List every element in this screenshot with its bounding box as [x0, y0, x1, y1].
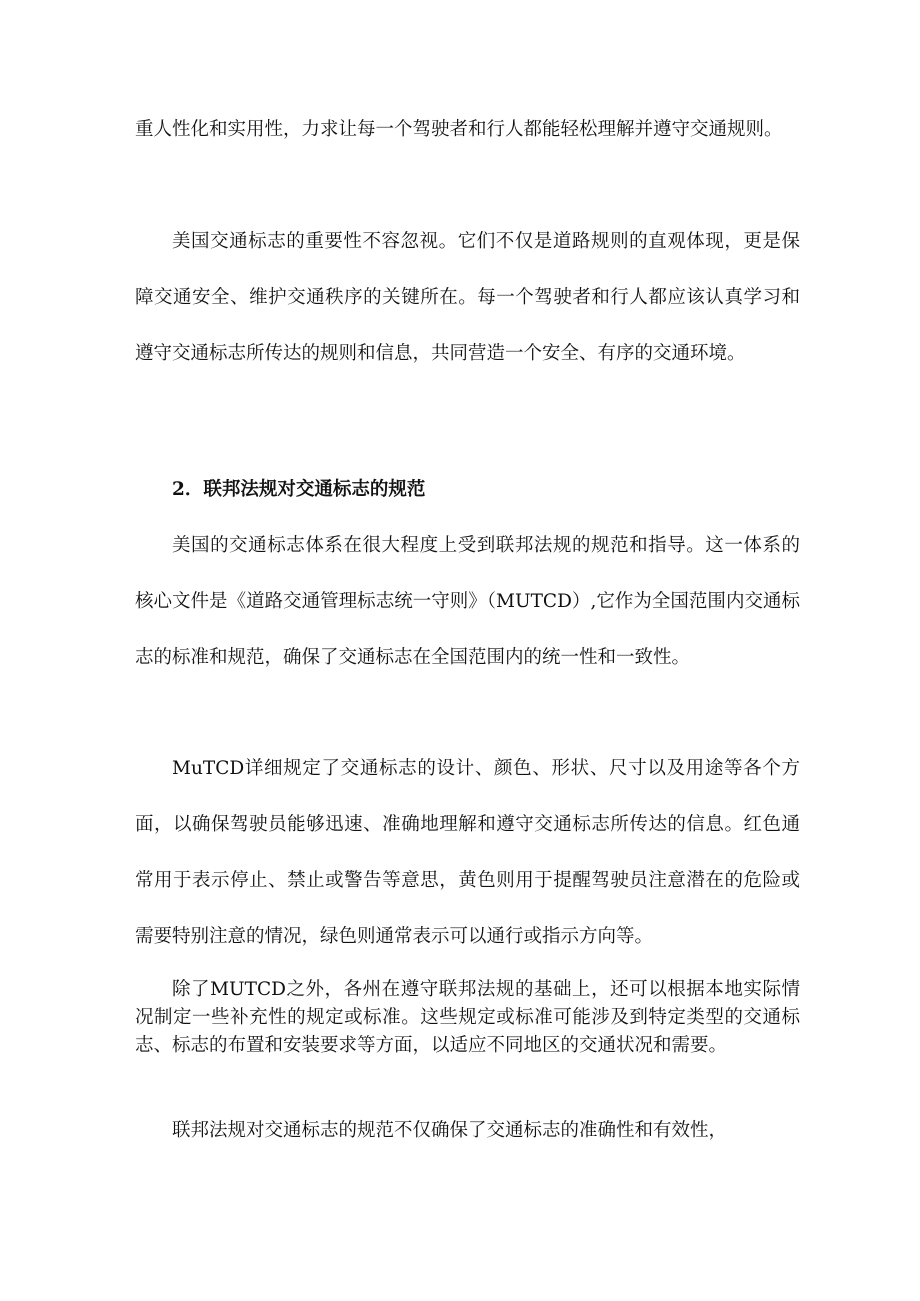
paragraph-continuation: 重人性化和实用性，力求让每一个驾驶者和行人都能轻松理解并遵守交通规则。 — [135, 119, 783, 140]
paragraph-state-standards: 除了MUTCD之外，各州在遵守联邦法规的基础上，还可以根据本地实际情况制定一些补充性的规定或标准。这些规定或标准可能涉及到特定类型的交通标志、标志的布置和安装要求等方面，以适应不同地区的交通状况和需要。 — [135, 979, 800, 1056]
paragraph-federal-regulation: 美国的交通标志体系在很大程度上受到联邦法规的规范和指导。这一体系的核心文件是《道路交通管理标志统一守则》（MUTCD）,它作为全国范围内交通标志的标准和规范，确保了交通标志在全国范围内的统一性和一致性。 — [135, 535, 800, 668]
section-heading: 2．联邦法规对交通标志的规范 — [172, 479, 426, 500]
paragraph-importance: 美国交通标志的重要性不容忽视。它们不仅是道路规则的直观体现，更是保障交通安全、维护交通秩序的关键所在。每一个驾驶者和行人都应该认真学习和遵守交通标志所传达的规则和信息，共同营造一个安全、有序的交通环境。 — [135, 231, 800, 364]
paragraph-mutcd-details: MuTCD详细规定了交通标志的设计、颜色、形状、尺寸以及用途等各个方面，以确保驾驶员能够迅速、准确地理解和遵守交通标志所传达的信息。红色通常用于表示停止、禁止或警告等意思，黄色则用于提醒驾驶员注意潜在的危险或需要特别注意的情况，绿色则通常表示可以通行或指示方向等。 — [135, 758, 800, 947]
paragraph-conclusion-start: 联邦法规对交通标志的规范不仅确保了交通标志的准确性和有效性， — [172, 1120, 728, 1141]
